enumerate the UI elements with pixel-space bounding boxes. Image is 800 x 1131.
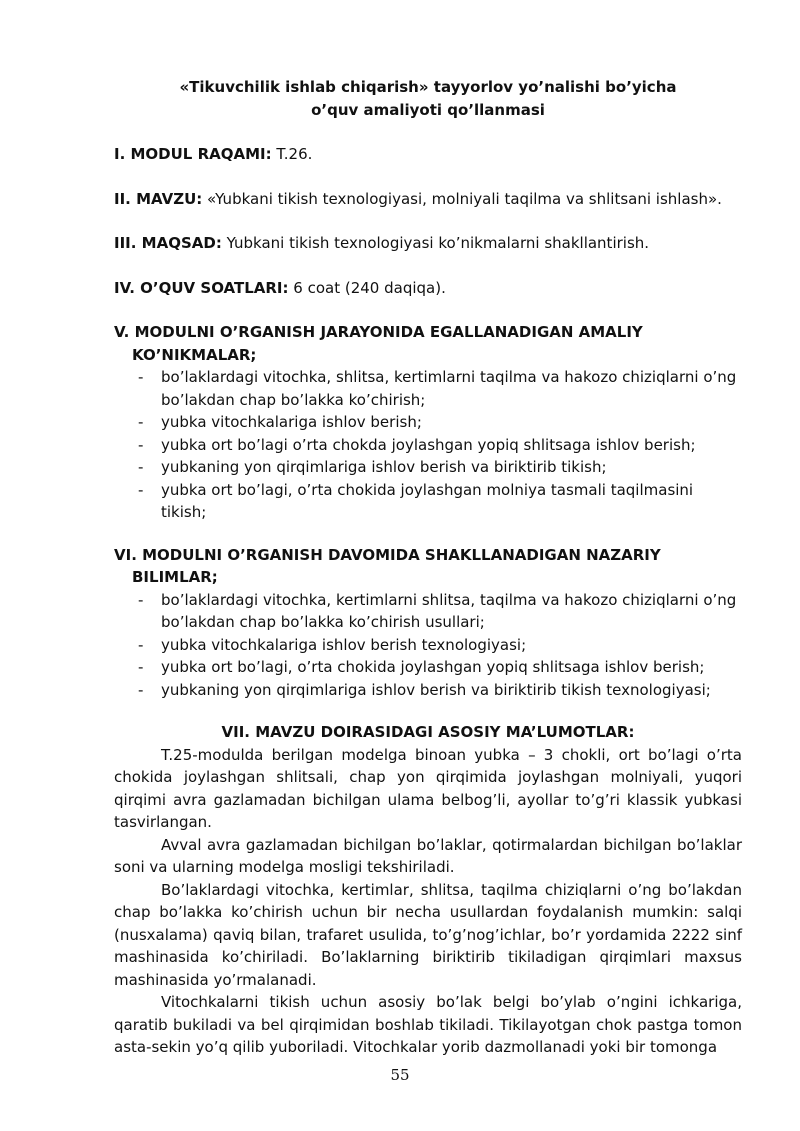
goal-line [114,232,742,255]
list-item: - yubka ort bo’lagi, o’rta chokida joylashgan molniya tasmali taqilmasini tikish; [138,480,694,521]
dash-bullet: - [138,435,144,454]
list-item: - yubka vitochkalariga ishlov berish; [114,411,742,434]
knowledge-heading [114,544,742,589]
dash-bullet: - [138,458,144,476]
info-paragraph: T.25-modulda berilgan modelga binoan yubka – 3 chokli, ort bo’lagi o’rta chokida joylashgan shlitsali, chap yon qirqimida joylashgan molniyali, yuqori qirqimi avra gazlamadan bichilgan ulama belbog’li, ayollar to’g’ri klassik yubkasi tasvirlangan. [114,745,742,831]
topic-value: «Yubkani tikish texnologiyasi, molniyali taqilma va shlitsani ishlash». [202,189,722,208]
dash-bullet: - [138,590,144,609]
hours-line [114,277,742,300]
info-paragraph: Vitochkalarni tikish uchun asosiy bo’lak belgi bo’ylab o’ngini ichkariga, qaratib bukiladi va bel qirqimidan boshlab tikiladi. Tikilayotgan chok pastga tomon asta-sekin yo’q qilib yuboriladi. Vitochkalar yorib dazmollanadi yoki bir tomonga [114,993,742,1056]
knowledge-heading-line2: BILIMLAR; [132,568,218,586]
skills-heading [114,321,742,366]
module-value: T.26. [271,145,313,163]
info-paragraph: Avval avra gazlamadan bichilgan bo’laklar, qotirmalardan bichilgan bo’laklar soni va ularning modelga mosligi tekshiriladi. [114,835,742,876]
skills-heading-line2: KO’NIKMALAR; [132,345,257,364]
info-heading: VII. MAVZU DOIRASIDAGI ASOSIY MA’LUMOTLAR: [221,723,635,741]
list-item: - yubkaning yon qirqimlariga ishlov berish va biriktirib tikish; [114,456,742,479]
hours-value: 6 coat (240 daqiqa). [288,278,446,297]
hours-label: IV. O’QUV SOATLARI: [114,278,289,297]
info-paragraph: Bo’laklardagi vitochka, kertimlar, shlitsa, taqilma chiziqlarni o’ng bo’lakdan chap bo’lakka ko’chirish uchun bir necha usullardan foydalanish mumkin: salqi (nusxalama) qaviq bilan, trafaret usulida, to’g’nog’ichlar, bo’r yordamida 2222 sinf mashinasida ko’chiriladi. Bo’laklarning biriktirib tikiladigan qirqimlari maxsus mashinasida yo’rmalanadi. [114,880,742,989]
dash-bullet: - [138,368,144,386]
goal-label: III. MAQSAD: [114,234,222,252]
list-item: - bo’laklardagi vitochka, kertimlarni shlitsa, taqilma va hakozo chiziqlarni o’ng bo’lakdan chap bo’lakka ko’chirish usullari; [138,590,737,631]
document-title: «Tikuvchilik ishlab chiqarish» tayyorlov yo’nalishi bo’yicha o’quv amaliyoti qo’llanmasi [179,78,677,119]
list-item: - yubkaning yon qirqimlariga ishlov berish va biriktirib tikish texnologiyasi; [114,679,742,702]
list-item: - yubka ort bo’lagi o’rta chokda joylashgan yopiq shlitsaga ishlov berish; [114,434,742,457]
topic-label: II. MAVZU: [114,189,203,208]
dash-bullet: - [138,480,144,499]
topic-line [114,188,742,211]
list-item: - yubka vitochkalariga ishlov berish texnologiyasi; [114,634,742,657]
document-page [114,76,742,1059]
list-item: - bo’laklardagi vitochka, shlitsa, kertimlarni taqilma va hakozo chiziqlarni o’ng bo’lakdan chap bo’lakka ko’chirish; [138,368,737,409]
dash-bullet: - [138,635,144,654]
dash-bullet: - [138,680,144,699]
list-item: - yubka ort bo’lagi, o’rta chokida joylashgan yopiq shlitsaga ishlov berish; [114,656,742,679]
dash-bullet: - [138,413,144,431]
knowledge-list [114,589,742,702]
goal-value: Yubkani tikish texnologiyasi ko’nikmalarni shakllantirish. [221,234,650,252]
skills-list [114,366,742,524]
knowledge-heading-line1: VI. MODULNI O’RGANISH DAVOMIDA SHAKLLANADIGAN NAZARIY [114,545,661,564]
module-line [114,143,742,166]
dash-bullet: - [138,658,144,676]
module-label: I. MODUL RAQAMI: [114,145,272,163]
page-number: 55 [390,1066,410,1084]
skills-heading-line1: V. MODULNI O’RGANISH JARAYONIDA EGALLANADIGAN AMALIY [114,323,643,341]
